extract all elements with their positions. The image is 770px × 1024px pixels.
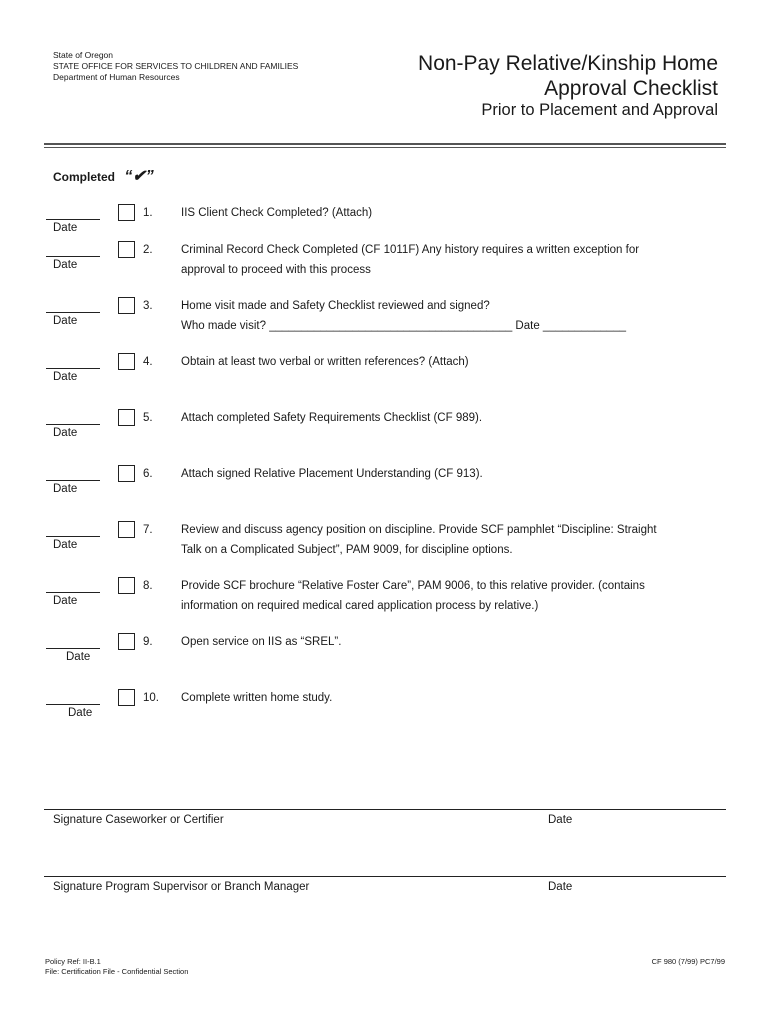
completed-checkbox[interactable] [118, 241, 135, 258]
item-text [181, 688, 721, 708]
form-subtitle: Prior to Placement and Approval [481, 101, 718, 119]
item-number: 2. [143, 244, 153, 256]
completed-checkbox[interactable] [118, 409, 135, 426]
date-line[interactable] [46, 536, 100, 537]
item-number: 10. [143, 692, 159, 704]
date-label: Date [53, 427, 78, 439]
completed-heading [53, 166, 154, 186]
caseworker-signature-label: Signature Caseworker or Certifier [53, 814, 224, 826]
item-text [181, 240, 721, 280]
checklist-item-3 [0, 300, 770, 350]
form-number: CF 980 (7/99) PC7/99 [651, 957, 725, 966]
date-label: Date [53, 539, 78, 551]
date-label: Date [68, 707, 93, 719]
date-line[interactable] [46, 648, 100, 649]
item-text [181, 520, 721, 560]
date-label: Date [53, 259, 78, 271]
completed-checkbox[interactable] [118, 633, 135, 650]
supervisor-date-label: Date [548, 881, 573, 893]
item-text-line1: Home visit made and Safety Checklist reviewed and signed? [181, 300, 490, 312]
checklist-item-6 [0, 468, 770, 518]
date-line[interactable] [46, 424, 100, 425]
checkmark-icon: “✔” [124, 168, 154, 185]
item-text-line1: Attach signed Relative Placement Understanding (CF 913). [181, 468, 483, 480]
item-text [181, 464, 721, 484]
item-number: 8. [143, 580, 153, 592]
footer-left [45, 957, 188, 977]
item-text [181, 408, 721, 428]
date-line[interactable] [46, 592, 100, 593]
item-number: 7. [143, 524, 153, 536]
item-number: 5. [143, 412, 153, 424]
item-text-line1: Open service on IIS as “SREL”. [181, 636, 342, 648]
completed-checkbox[interactable] [118, 577, 135, 594]
completed-checkbox[interactable] [118, 521, 135, 538]
item-text-line1: Provide SCF brochure “Relative Foster Care”, PAM 9006, to this relative provider. (contains [181, 580, 645, 592]
checklist-item-10 [0, 692, 770, 742]
item-text-line1: Obtain at least two verbal or written references? (Attach) [181, 356, 469, 368]
date-label: Date [53, 371, 78, 383]
item-text [181, 576, 721, 616]
item-number: 1. [143, 207, 153, 219]
agency-department: Department of Human Resources [53, 72, 180, 82]
date-line[interactable] [46, 704, 100, 705]
checklist-item-8 [0, 580, 770, 630]
date-label: Date [66, 651, 91, 663]
date-label: Date [53, 483, 78, 495]
completed-checkbox[interactable] [118, 689, 135, 706]
checklist-item-9 [0, 636, 770, 686]
item-text-line2: information on required medical cared application process by relative.) [181, 600, 539, 612]
item-text [181, 296, 721, 336]
supervisor-signature-line[interactable] [44, 876, 726, 877]
date-label: Date [53, 315, 78, 327]
item-number: 3. [143, 300, 153, 312]
completed-checkbox[interactable] [118, 297, 135, 314]
item-number: 6. [143, 468, 153, 480]
form-title [418, 51, 718, 101]
file-ref: File: Certification File - Confidential Section [45, 967, 189, 976]
caseworker-date-label: Date [548, 814, 573, 826]
date-line[interactable] [46, 480, 100, 481]
item-text-line1: Complete written home study. [181, 692, 333, 704]
form-title-line2: Approval Checklist [544, 77, 718, 100]
completed-checkbox[interactable] [118, 465, 135, 482]
date-line[interactable] [46, 368, 100, 369]
item-text-line2: Talk on a Complicated Subject”, PAM 9009, for discipline options. [181, 544, 513, 556]
completed-checkbox[interactable] [118, 204, 135, 221]
supervisor-signature-label: Signature Program Supervisor or Branch Manager [53, 881, 310, 893]
item-number: 4. [143, 356, 153, 368]
header-divider [44, 143, 726, 148]
form-title-line1: Non-Pay Relative/Kinship Home [418, 52, 718, 75]
date-label: Date [53, 222, 78, 234]
item-text-line1: Attach completed Safety Requirements Checklist (CF 989). [181, 412, 483, 424]
agency-state: State of Oregon [53, 50, 114, 60]
date-line[interactable] [46, 312, 100, 313]
item-text [181, 203, 721, 223]
date-line[interactable] [46, 256, 100, 257]
item-text-line2: approval to proceed with this process [181, 264, 371, 276]
agency-block [53, 50, 298, 83]
checklist-item-7 [0, 524, 770, 574]
item-text-line2: Who made visit? ______________________________________ Date _____________ [181, 320, 627, 332]
item-number: 9. [143, 636, 153, 648]
date-label: Date [53, 595, 78, 607]
completed-checkbox[interactable] [118, 353, 135, 370]
item-text-line1: IIS Client Check Completed? (Attach) [181, 207, 373, 219]
caseworker-signature-line[interactable] [44, 809, 726, 810]
item-text-line1: Review and discuss agency position on discipline. Provide SCF pamphlet “Discipline: Straight [181, 524, 657, 536]
item-text-line1: Criminal Record Check Completed (CF 1011F) Any history requires a written exception for [181, 244, 640, 256]
item-text [181, 632, 721, 652]
completed-label: Completed [53, 170, 116, 184]
policy-ref: Policy Ref: II-B.1 [45, 957, 101, 966]
agency-office: STATE OFFICE FOR SERVICES TO CHILDREN AND FAMILIES [53, 61, 299, 71]
checklist-item-2 [0, 244, 770, 294]
checklist-item-4 [0, 356, 770, 406]
checklist-item-5 [0, 412, 770, 462]
item-text [181, 352, 721, 372]
date-line[interactable] [46, 219, 100, 220]
